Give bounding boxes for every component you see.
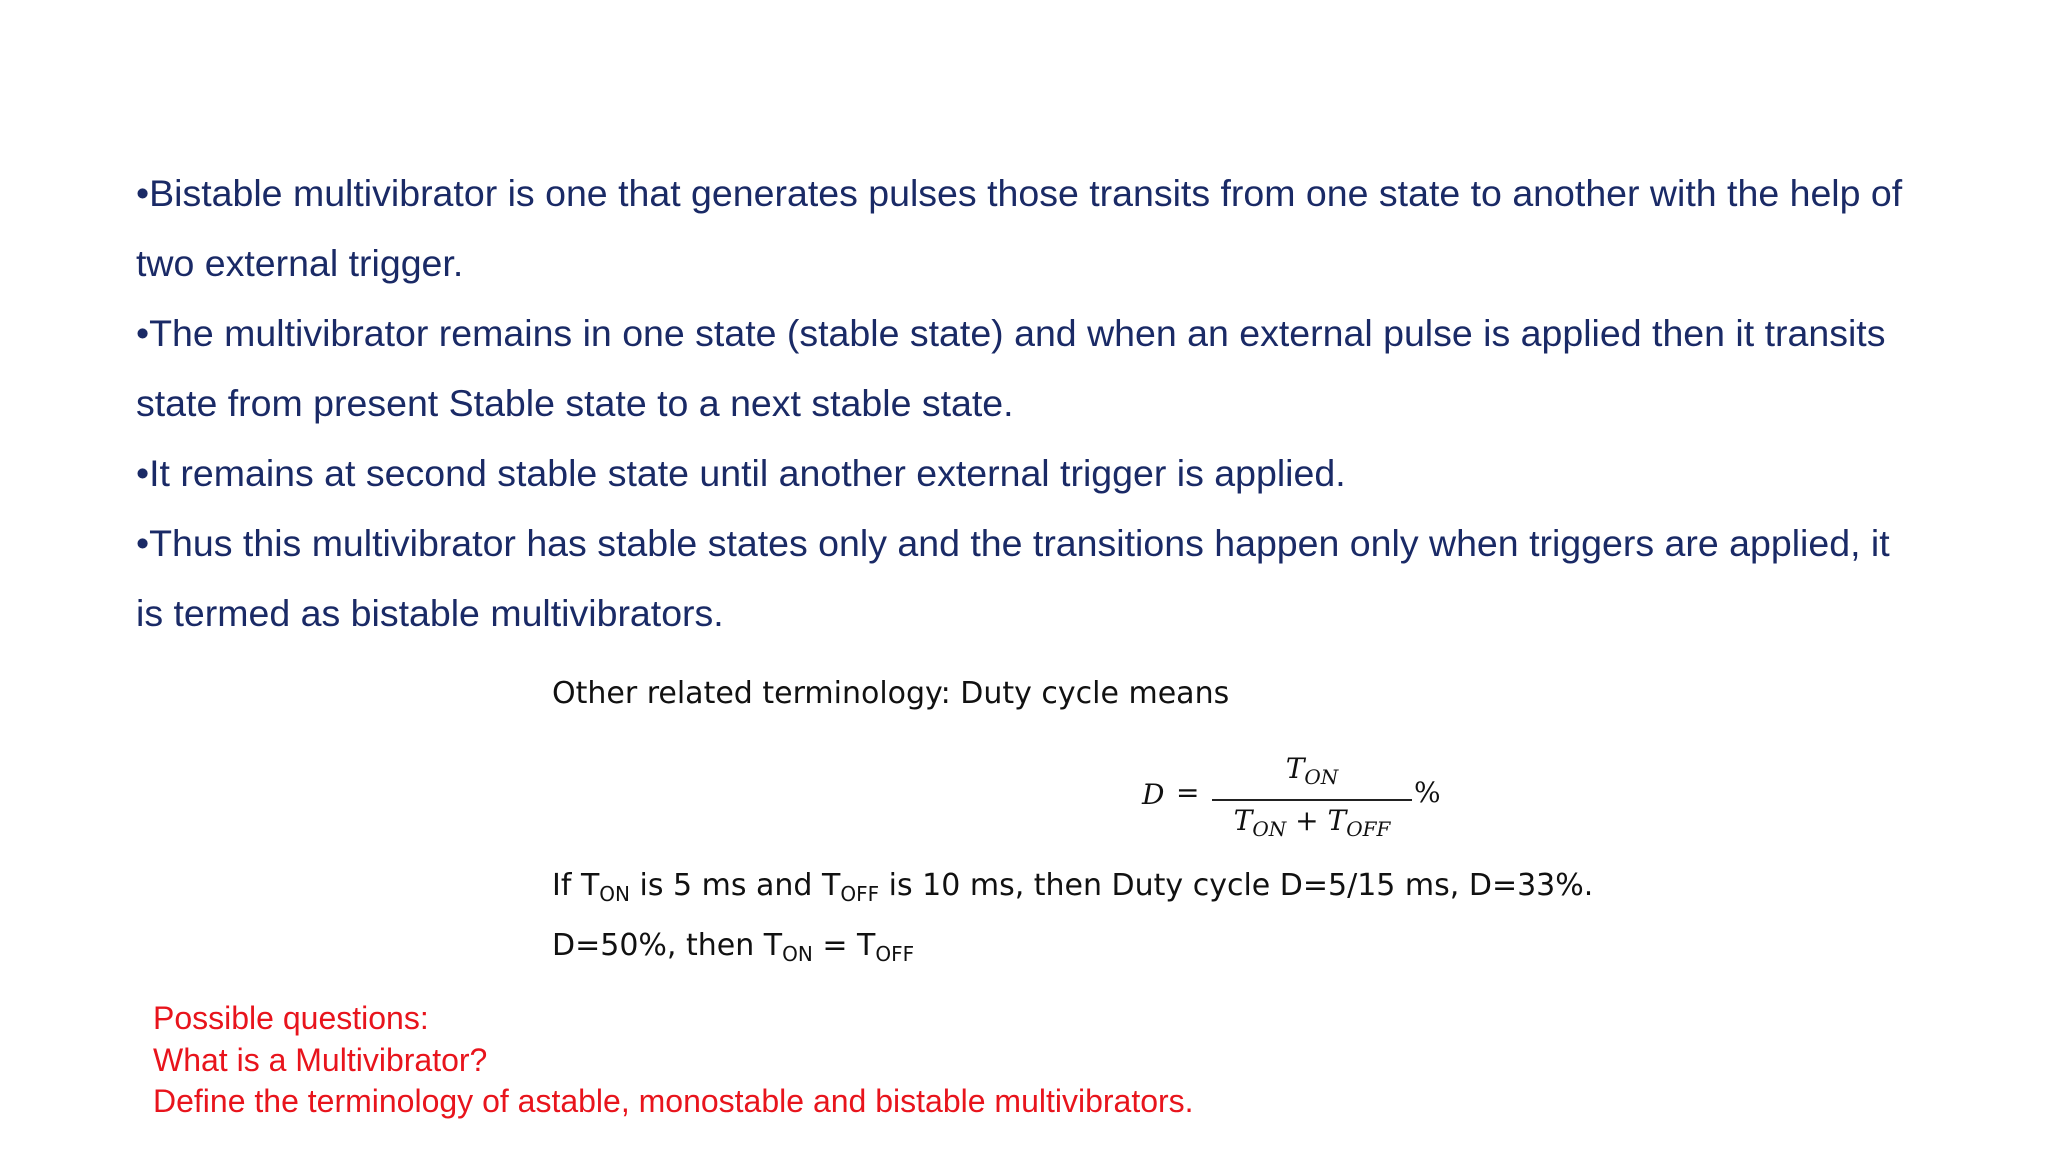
denominator-t-on: T <box>1233 804 1253 837</box>
formula-lhs: D <box>1142 778 1165 811</box>
equality-part-1: D=50%, then T <box>552 928 783 963</box>
denominator-plus: + <box>1295 804 1319 837</box>
fraction-bar <box>1212 799 1412 801</box>
denominator-on-sub: ON <box>1252 817 1287 841</box>
questions-heading: Possible questions: <box>153 1000 429 1036</box>
formula-percent: % <box>1414 776 1441 809</box>
example-sub-on: ON <box>599 882 630 906</box>
denominator-t-off: T <box>1327 804 1347 837</box>
formula-numerator <box>1212 752 1412 789</box>
numerator-on-sub: ON <box>1304 765 1339 789</box>
equality-part-2: = T <box>812 928 876 963</box>
formula-equals: = <box>1176 776 1200 809</box>
bullet-4-line-2: is termed as bistable multivibrators. <box>136 592 724 634</box>
duty-cycle-example <box>552 868 1593 906</box>
equality-sub-off: OFF <box>875 942 915 966</box>
example-part-2: is 5 ms and T <box>629 868 841 903</box>
duty-cycle-formula <box>1142 752 1472 842</box>
bullet-1-line-1: •Bistable multivibrator is one that generates pulses those transits from one state to another with the help of <box>136 172 1903 214</box>
bullet-4-line-1: •Thus this multivibrator has stable states only and the transitions happen only when triggers are applied, it <box>136 522 1890 564</box>
terminology-intro: Other related terminology: Duty cycle means <box>552 676 1230 711</box>
numerator-t: T <box>1285 752 1305 785</box>
formula-denominator <box>1212 804 1412 841</box>
bullet-2-line-2: state from present Stable state to a next stable state. <box>136 382 1014 424</box>
example-sub-off: OFF <box>840 882 880 906</box>
possible-questions <box>153 998 1194 1123</box>
fifty-percent-line <box>552 928 914 966</box>
question-2: Define the terminology of astable, monostable and bistable multivibrators. <box>153 1083 1194 1119</box>
denominator-off-sub: OFF <box>1346 817 1391 841</box>
example-part-3: is 10 ms, then Duty cycle D=5/15 ms, D=33%. <box>879 868 1594 903</box>
bullet-1-line-2: two external trigger. <box>136 242 464 284</box>
example-part-1: If T <box>552 868 600 903</box>
equality-sub-on: ON <box>782 942 813 966</box>
bullet-2-line-1: •The multivibrator remains in one state (stable state) and when an external pulse is applied then it transits <box>136 312 1886 354</box>
bullet-list <box>136 158 1966 648</box>
bullet-3-line-1: •It remains at second stable state until another external trigger is applied. <box>136 452 1346 494</box>
question-1: What is a Multivibrator? <box>153 1041 488 1078</box>
